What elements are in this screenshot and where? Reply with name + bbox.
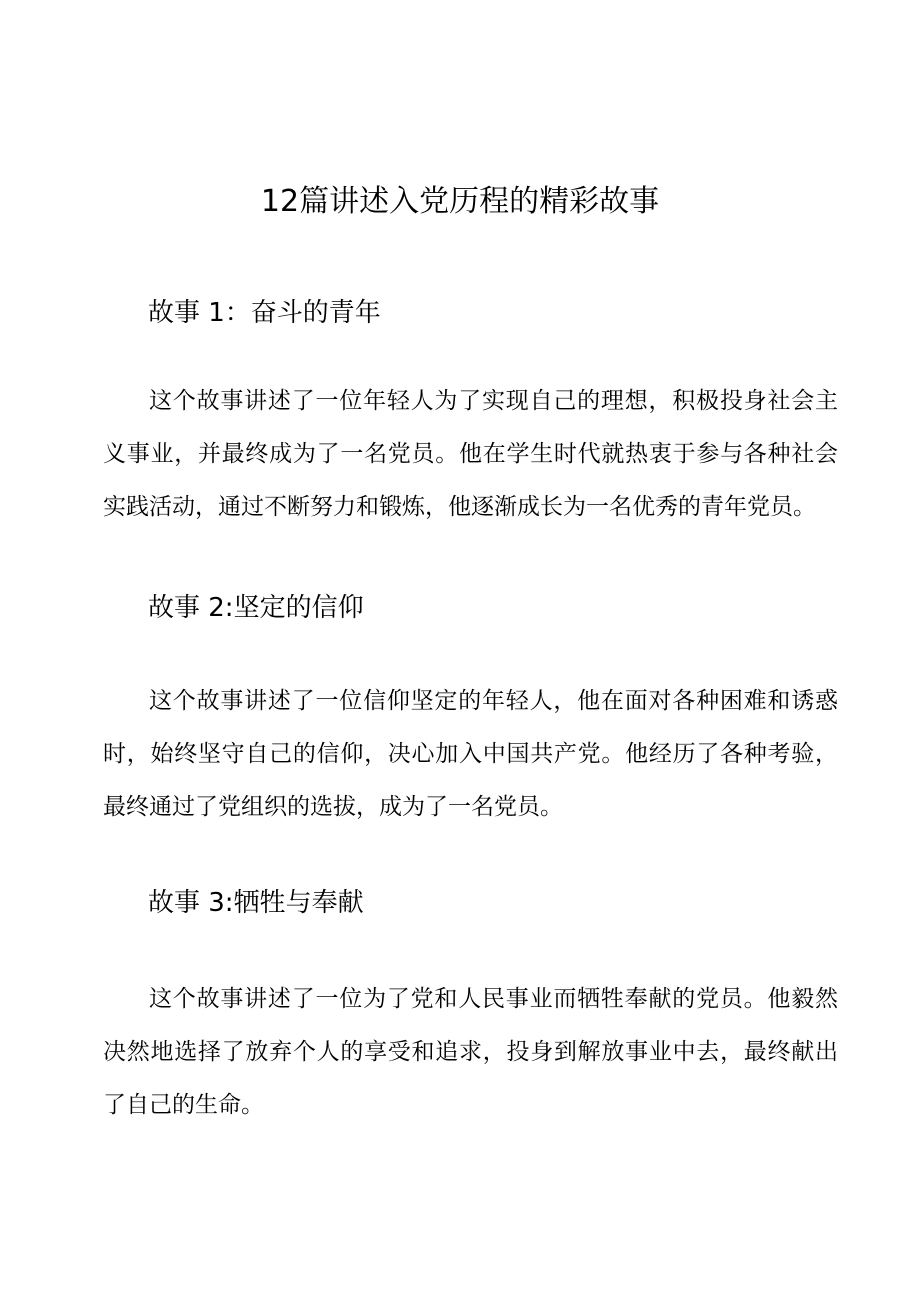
section-1-paragraph: 这个故事讲述了一位年轻人为了实现自己的理想，积极投身社会主义事业，并最终成为了一名党员。他在学生时代就热衷于参与各种社会实践活动，通过不断努力和锻炼，他逐渐成长为一名优秀的青年党员。 [103,388,838,520]
section-3-heading: 故事 3:牺牲与奉献 [148,888,364,918]
section-2-heading: 故事 2:坚定的信仰 [148,593,364,623]
section-3-paragraph: 这个故事讲述了一位为了党和人民事业而牺牲奉献的党员。他毅然决然地选择了放弃个人的享受和追求，投身到解放事业中去，最终献出了自己的生命。 [103,986,838,1118]
section-2-paragraph: 这个故事讲述了一位信仰坚定的年轻人，他在面对各种困难和诱惑时，始终坚守自己的信仰，决心加入中国共产党。他经历了各种考验，最终通过了党组织的选拔，成为了一名党员。 [103,688,838,820]
document-title: 12篇讲述入党历程的精彩故事 [260,184,660,219]
section-1-heading: 故事 1：奋斗的青年 [148,298,381,328]
